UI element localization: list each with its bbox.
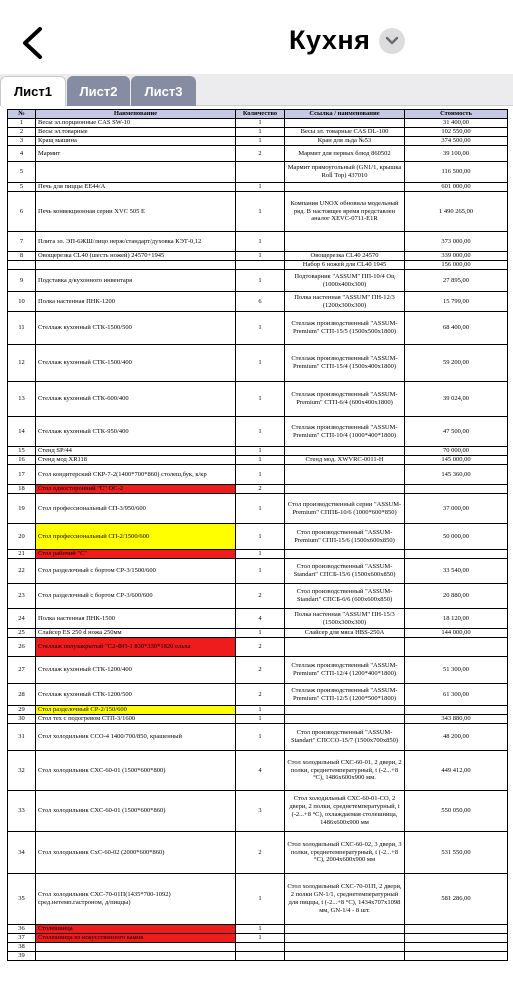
cost-cell[interactable]: 39 024,00 [405,382,508,417]
reference-cell[interactable] [285,183,405,192]
item-name-cell[interactable]: Весы эл.порционные CAS SW-10 [36,119,236,128]
item-name-cell[interactable]: Слайсер ES 250 d ножа 250мм [36,629,236,638]
table-row [8,382,508,417]
row-number-cell[interactable]: 1 [8,119,36,128]
table-row [8,832,508,874]
item-name-cell[interactable]: Кращ машина [36,137,236,146]
reference-cell[interactable]: Набор 6 ножей для CL40 1945 [285,261,405,270]
reference-cell[interactable] [285,706,405,715]
row-number-cell[interactable]: 27 [8,657,36,684]
reference-cell[interactable]: Полка настенная "ASSUM" ПН-12/3 (1200х300х300) [285,292,405,312]
cost-cell[interactable]: 15 799,00 [405,292,508,312]
table-row [8,485,508,494]
row-number-cell[interactable]: 9 [8,270,36,292]
reference-cell[interactable]: Овощерезка CL40 24570 [285,252,405,261]
cost-cell[interactable]: 373 000,00 [405,232,508,252]
reference-cell[interactable]: Стеллаж производственный "ASSUM-Premium" СТП-12/5 (1200*500*1800) [285,684,405,706]
table-row [8,559,508,584]
item-name-cell[interactable]: Стенд SP/44 [36,447,236,456]
quantity-cell[interactable]: 1 [236,345,285,382]
reference-cell[interactable] [285,638,405,657]
quantity-cell[interactable]: 2 [236,146,285,162]
reference-cell[interactable] [285,465,405,485]
table-row [8,724,508,751]
row-number-cell[interactable]: 8 [8,252,36,261]
column-header-reference: Ссылка / наименование [285,110,405,119]
row-number-cell[interactable]: 14 [8,417,36,447]
table-row [8,494,508,524]
item-name-cell[interactable]: Печь конвекционная серии XVC 505 E [36,192,236,232]
cost-cell[interactable]: 156 000,00 [405,261,508,270]
table-row [8,270,508,292]
item-name-cell[interactable] [36,261,236,270]
cost-cell[interactable] [405,934,508,943]
sheet-tabs [0,74,513,106]
cost-cell[interactable] [405,943,508,952]
row-number-cell[interactable]: 38 [8,943,36,952]
quantity-cell[interactable] [236,943,285,952]
table-row [8,925,508,934]
row-number-cell[interactable]: 5 [8,183,36,192]
row-number-cell[interactable]: 37 [8,934,36,943]
cost-cell[interactable]: 116 500,00 [405,162,508,183]
item-name-cell[interactable]: Стеллаж кухонный СТК-1500/400 [36,345,236,382]
quantity-cell[interactable]: 1 [236,715,285,724]
cost-cell[interactable]: 68 400,00 [405,312,508,345]
table-row [8,465,508,485]
table-row [8,609,508,629]
reference-cell[interactable] [285,485,405,494]
reference-cell[interactable] [285,715,405,724]
item-name-cell[interactable]: Стол холодильник СХС-60-01 (1500*600*860) [36,791,236,832]
row-number-cell[interactable]: 30 [8,715,36,724]
cost-cell[interactable]: 531 550,00 [405,832,508,874]
equipment-table [7,109,508,961]
cost-cell[interactable]: 59 200,00 [405,345,508,382]
table-row [8,638,508,657]
cost-cell[interactable]: 1 490 265,00 [405,192,508,232]
column-header-quantity: Количество [236,110,285,119]
item-name-cell[interactable]: Столешница [36,925,236,934]
item-name-cell[interactable]: Стол разделочный СР-2/150/600 [36,706,236,715]
quantity-cell[interactable]: 1 [236,465,285,485]
quantity-cell[interactable] [236,952,285,961]
quantity-cell[interactable]: 3 [236,791,285,832]
tab-sheet2[interactable]: Лист2 [67,76,130,106]
reference-cell[interactable]: Подтоварник "ASSUM" ПП-10/4 Оц (1000х400х300) [285,270,405,292]
row-number-cell[interactable]: 15 [8,447,36,456]
item-name-cell[interactable]: Стол кондитерский СКР-7-2(1400*700*860) столеш,бук, к/кр [36,465,236,485]
row-number-cell[interactable] [8,261,36,270]
reference-cell[interactable]: Мармит для первых блюд 860502 [285,146,405,162]
chevron-down-icon [385,36,399,46]
table-row [8,447,508,456]
row-number-cell[interactable]: 7 [8,232,36,252]
item-name-cell[interactable]: Мармит [36,146,236,162]
table-row [8,791,508,832]
quantity-cell[interactable]: 1 [236,494,285,524]
item-name-cell[interactable]: Стол холодильник ССО-4 1400/700/850, крашенный [36,724,236,751]
item-name-cell[interactable]: Стеллаж кухонный СТК-950/400 [36,417,236,447]
item-name-cell[interactable]: Стеллаж кухонный СТК-1500/500 [36,312,236,345]
quantity-cell[interactable]: 1 [236,550,285,559]
row-number-cell[interactable]: 31 [8,724,36,751]
quantity-cell[interactable]: 2 [236,638,285,657]
item-name-cell[interactable]: Плита эл. ЭП-6ЖШ/лицо нерж/стандарт/духовка КЭТ-0,12 [36,232,236,252]
item-name-cell[interactable]: Стеллаж кухонный СТК-1200/400 [36,657,236,684]
cost-cell[interactable]: 18 120,00 [405,609,508,629]
row-number-cell[interactable]: 19 [8,494,36,524]
reference-cell[interactable]: Стол производственный "ASSUM-Premium" СПП-15/6 (1500х600х850) [285,524,405,550]
reference-cell[interactable]: Стол холодильный СХС-60-02, 3 двери, 3 полки, среднетемпературный, t (-2...+8 °С), 2004х600х900 мм [285,832,405,874]
reference-cell[interactable]: Весы эл. товарные CAS DL-100 [285,128,405,137]
row-number-cell[interactable]: 5 [8,162,36,183]
row-number-cell[interactable]: 6 [8,192,36,232]
row-number-cell[interactable]: 10 [8,292,36,312]
row-number-cell[interactable]: 26 [8,638,36,657]
table-row [8,162,508,183]
quantity-cell[interactable] [236,162,285,183]
table-row [8,261,508,270]
cost-cell[interactable]: 449 412,00 [405,751,508,791]
row-number-cell[interactable]: 33 [8,791,36,832]
item-name-cell[interactable]: Стол тех с подогревом СТП-3/1600 [36,715,236,724]
quantity-cell[interactable]: 1 [236,559,285,584]
quantity-cell[interactable]: 1 [236,706,285,715]
row-number-cell[interactable]: 35 [8,874,36,925]
quantity-cell[interactable] [236,261,285,270]
cost-cell[interactable] [405,952,508,961]
quantity-cell[interactable]: 4 [236,609,285,629]
cost-cell[interactable]: 50 000,00 [405,524,508,550]
quantity-cell[interactable]: 1 [236,252,285,261]
table-row [8,128,508,137]
cost-cell[interactable] [405,925,508,934]
row-number-cell[interactable]: 39 [8,952,36,961]
reference-cell[interactable]: Стол холодильный СХС-70-01П, 2 двери, 2 полки GN-1/1, среднетемпературный для пиццы, t (-2...+8 °С), 1434х707х1098 мм, GN-1/4 - 8 шт. [285,874,405,925]
item-name-cell[interactable] [36,952,236,961]
row-number-cell[interactable]: 24 [8,609,36,629]
table-row [8,524,508,550]
cost-cell[interactable]: 102 550,00 [405,128,508,137]
quantity-cell[interactable]: 1 [236,137,285,146]
row-number-cell[interactable]: 3 [8,137,36,146]
cost-cell[interactable]: 51 300,00 [405,657,508,684]
quantity-cell[interactable]: 2 [236,485,285,494]
tab-sheet3[interactable]: Лист3 [131,76,196,106]
quantity-cell[interactable]: 1 [236,629,285,638]
table-row [8,137,508,146]
table-row [8,252,508,261]
column-header-cost: Стоимость [405,110,508,119]
reference-cell[interactable]: Стеллаж производственный "ASSUM-Premium" СТП-15/5 (1500х500х1800) [285,312,405,345]
quantity-cell[interactable]: 1 [236,524,285,550]
quantity-cell[interactable]: 4 [236,751,285,791]
quantity-cell[interactable]: 2 [236,657,285,684]
reference-cell[interactable]: Стол производственный "ASSUM-Standart" СПССО-15/7 (1500х700х850) [285,724,405,751]
item-name-cell[interactable]: Стол профессиональный СП-2/1500/600 [36,524,236,550]
quantity-cell[interactable]: 1 [236,312,285,345]
reference-cell[interactable]: Стол производственный "ASSUM-Standart" СПСБ-6/6 (600х600х850) [285,584,405,609]
reference-cell[interactable] [285,934,405,943]
quantity-cell[interactable]: 1 [236,232,285,252]
reference-cell[interactable]: Стеллаж производственный "ASSUM-Premium" СТП-12/4 (1200*400*1800) [285,657,405,684]
reference-cell[interactable] [285,925,405,934]
row-number-cell[interactable]: 20 [8,524,36,550]
reference-cell[interactable]: Стенд мод. XWVRC-0011-H [285,456,405,465]
item-name-cell[interactable]: Стеллаж кухонный СТК-600/400 [36,382,236,417]
quantity-cell[interactable]: 2 [236,684,285,706]
item-name-cell[interactable] [36,943,236,952]
quantity-cell[interactable]: 1 [236,456,285,465]
quantity-cell[interactable]: 1 [236,417,285,447]
reference-cell[interactable] [285,943,405,952]
item-name-cell[interactable]: Весы эл.товарные [36,128,236,137]
item-name-cell[interactable]: Печь для пиццы ЕЕ44/А [36,183,236,192]
item-name-cell[interactable]: Полка настенная ПНК-1500 [36,609,236,629]
row-number-cell[interactable]: 17 [8,465,36,485]
table-row [8,657,508,684]
row-number-cell[interactable]: 11 [8,312,36,345]
reference-cell[interactable]: Стол холодильный СХС-60-01-СО, 2 двери, 2 полки, среднетемпературный, t (-2...+8 °С), охлаждаемая столешница, 1486х600х900 мм [285,791,405,832]
quantity-cell[interactable]: 1 [236,382,285,417]
reference-cell[interactable]: Стол производственный серии "ASSUM-Premium" СППБ-10/6 (1000*600*850) [285,494,405,524]
quantity-cell[interactable]: 2 [236,832,285,874]
item-name-cell[interactable]: Овощерезка CL40 (шесть ножей) 24570+1945 [36,252,236,261]
cost-cell[interactable]: 145 360,00 [405,465,508,485]
quantity-cell[interactable]: 1 [236,447,285,456]
table-header-row [8,110,508,119]
item-name-cell[interactable]: Стол холодильник СхС-60-02 (2000*600*860) [36,832,236,874]
quantity-cell[interactable]: 1 [236,934,285,943]
table-row [8,751,508,791]
row-number-cell[interactable]: 12 [8,345,36,382]
item-name-cell[interactable]: Стол рабочий "С" [36,550,236,559]
row-number-cell[interactable]: 23 [8,584,36,609]
table-row [8,146,508,162]
quantity-cell[interactable]: 1 [236,270,285,292]
reference-cell[interactable] [285,447,405,456]
cost-cell[interactable]: 37 000,00 [405,494,508,524]
quantity-cell[interactable]: 6 [236,292,285,312]
reference-cell[interactable]: Стол холодильный СХС-60-01, 2 двери, 2 полки, среднетемпературный, t (-2...+8 °С), 1486х600х900 мм. [285,751,405,791]
row-number-cell[interactable]: 29 [8,706,36,715]
cost-cell[interactable]: 550 050,00 [405,791,508,832]
item-name-cell[interactable]: Стол разделочный с бортом СР-3/1500/600 [36,559,236,584]
row-number-cell[interactable]: 34 [8,832,36,874]
row-number-cell[interactable]: 18 [8,485,36,494]
item-name-cell[interactable]: Стол профессиональный СП-3/950/600 [36,494,236,524]
table-row [8,934,508,943]
table-row [8,715,508,724]
table-row [8,183,508,192]
row-number-cell[interactable]: 36 [8,925,36,934]
cost-cell[interactable]: 339 000,00 [405,252,508,261]
row-number-cell[interactable]: 13 [8,382,36,417]
cost-cell[interactable]: 33 540,00 [405,559,508,584]
row-number-cell[interactable]: 32 [8,751,36,791]
row-number-cell[interactable]: 4 [8,146,36,162]
table-row [8,584,508,609]
cost-cell[interactable]: 581 286,00 [405,874,508,925]
cost-cell[interactable]: 27 895,00 [405,270,508,292]
table-row [8,192,508,232]
item-name-cell[interactable]: Стенд мод XR118 [36,456,236,465]
table-row [8,232,508,252]
item-name-cell[interactable]: Полка настенная ПНК-1200 [36,292,236,312]
tab-sheet1[interactable]: Лист1 [0,76,66,106]
reference-cell[interactable]: Стол производственный "ASSUM-Standart" СПСБ-15/6 (1500х600х850) [285,559,405,584]
table-row [8,684,508,706]
reference-cell[interactable] [285,232,405,252]
quantity-cell[interactable]: 1 [236,119,285,128]
cost-cell[interactable]: 374 500,00 [405,137,508,146]
table-row [8,312,508,345]
row-number-cell[interactable]: 16 [8,456,36,465]
cost-cell[interactable] [405,706,508,715]
quantity-cell[interactable]: 1 [236,128,285,137]
item-name-cell[interactable]: Стеллаж полузакрытый "С2-ФП-1 830*330*1820 ольха [36,638,236,657]
table-row [8,629,508,638]
item-name-cell[interactable]: Стол холодильник СХС-70-01П(1435*700-1092) сред.нетемп.гастроном, д/пиццы) [36,874,236,925]
row-number-cell[interactable]: 22 [8,559,36,584]
item-name-cell[interactable]: Стол односторонний "С" ОС-2 [36,485,236,494]
reference-cell[interactable]: Стеллаж производственный "ASSUM-Premium" СТП-15/4 (1500х400х1800) [285,345,405,382]
item-name-cell[interactable]: Стеллаж кухонный СТК-1200/500 [36,684,236,706]
table-row [8,874,508,925]
row-number-cell[interactable]: 28 [8,684,36,706]
cost-cell[interactable]: 20 880,00 [405,584,508,609]
cost-cell[interactable]: 145 000,00 [405,456,508,465]
quantity-cell[interactable]: 1 [236,874,285,925]
top-bar [0,0,513,74]
column-header-name: Наименование [36,110,236,119]
cost-cell[interactable]: 39 100,00 [405,146,508,162]
table-row [8,119,508,128]
row-number-cell[interactable]: 25 [8,629,36,638]
table-row [8,706,508,715]
reference-cell[interactable]: Кран для льда №53 [285,137,405,146]
reference-cell[interactable] [285,550,405,559]
quantity-cell[interactable]: 1 [236,724,285,751]
spreadsheet-area[interactable] [0,106,513,999]
row-number-cell[interactable]: 21 [8,550,36,559]
cost-cell[interactable]: 48 200,00 [405,724,508,751]
quantity-cell[interactable]: 1 [236,192,285,232]
reference-cell[interactable]: Стеллаж производственный "ASSUM-Premium" СТП-6/4 (600х400х1800) [285,382,405,417]
reference-cell[interactable] [285,952,405,961]
reference-cell[interactable] [285,119,405,128]
title-dropdown-button[interactable] [379,28,405,54]
reference-cell[interactable]: Компания UNOX обновила модельный ряд. В настоящее время представлен аналог XEVC-0711-E1R [285,192,405,232]
cost-cell[interactable]: 144 000,00 [405,629,508,638]
cost-cell[interactable] [405,638,508,657]
table-row [8,550,508,559]
cost-cell[interactable]: 343 880,00 [405,715,508,724]
item-name-cell[interactable]: Стол холодильник СХС-60-01 (1500*600*800) [36,751,236,791]
cost-cell[interactable]: 61 300,00 [405,684,508,706]
cost-cell[interactable]: 70 000,00 [405,447,508,456]
item-name-cell[interactable]: Стол разделочный с бортом СР-3/600/600 [36,584,236,609]
back-chevron-icon[interactable] [18,26,48,60]
reference-cell[interactable]: Мармит прямоугольный (GN1/1, крышка Roll Top) 437010 [285,162,405,183]
table-row [8,456,508,465]
table-row [8,952,508,961]
cost-cell[interactable] [405,485,508,494]
cost-cell[interactable] [405,550,508,559]
quantity-cell[interactable]: 1 [236,183,285,192]
quantity-cell[interactable]: 1 [236,925,285,934]
item-name-cell[interactable]: Подставка д/кухонного инвентаря [36,270,236,292]
table-row [8,943,508,952]
row-number-cell[interactable]: 2 [8,128,36,137]
table-row [8,292,508,312]
item-name-cell[interactable]: Столешница из искусственного камня [36,934,236,943]
reference-cell[interactable]: Полка настенная "ASSUM" ПН-15/3 (1500х300х300) [285,609,405,629]
cost-cell[interactable]: 31 400,00 [405,119,508,128]
reference-cell[interactable]: Слайсер для мяса HBS-250A [285,629,405,638]
table-row [8,345,508,382]
item-name-cell[interactable] [36,162,236,183]
quantity-cell[interactable]: 2 [236,584,285,609]
reference-cell[interactable]: Стеллаж производственный "ASSUM-Premium" СТП-10/4 (1000*400*1800) [285,417,405,447]
table-row [8,417,508,447]
column-header-number: № [8,110,36,119]
cost-cell[interactable]: 47 500,00 [405,417,508,447]
cost-cell[interactable]: 601 000,00 [405,183,508,192]
page-title: Кухня [289,25,371,55]
